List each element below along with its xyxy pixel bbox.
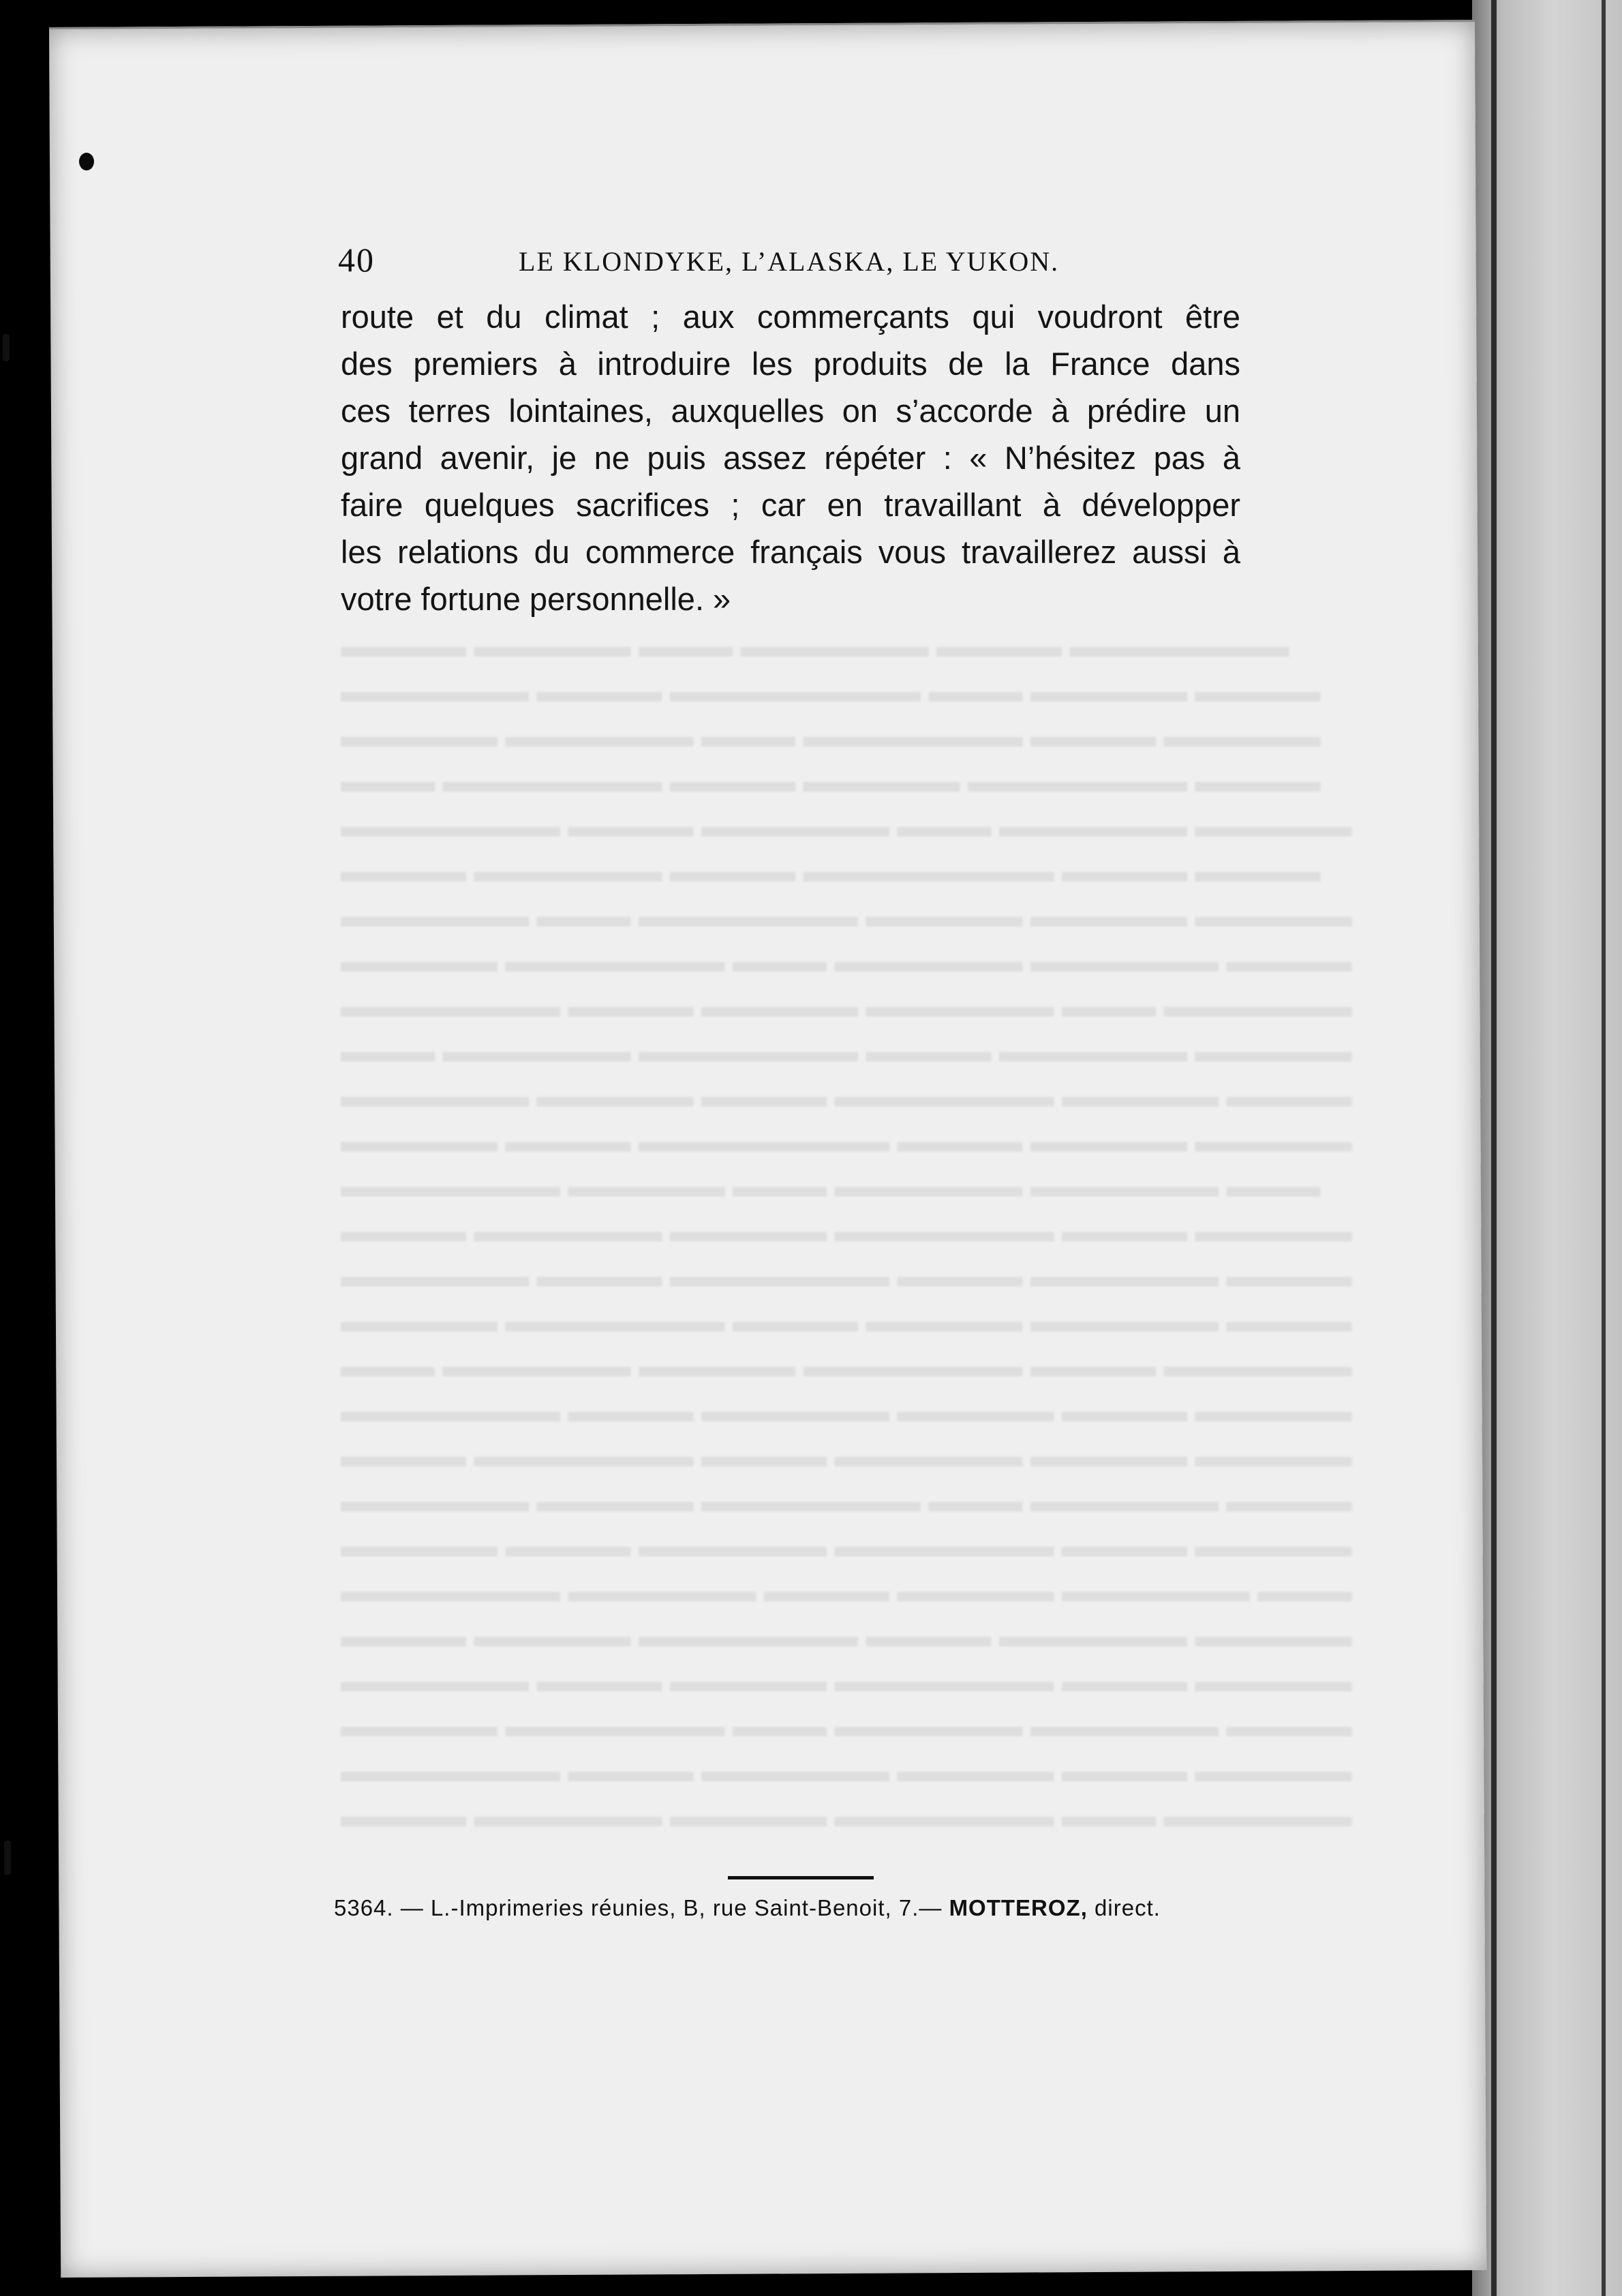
margin-mark bbox=[4, 1841, 11, 1875]
page-number: 40 bbox=[338, 241, 375, 279]
page-edge-shadow-outer bbox=[1602, 0, 1606, 2296]
text-line: faire quelques sacrifices ; car en travaillant à développer bbox=[341, 487, 1240, 523]
page-edge-shadow bbox=[1491, 0, 1497, 2296]
adjacent-page-edge bbox=[1472, 0, 1622, 2296]
margin-mark bbox=[3, 334, 10, 361]
imprint-director-suffix: direct. bbox=[1095, 1895, 1161, 1920]
text-line: des premiers à introduire les produits de la France dans bbox=[341, 346, 1240, 382]
ink-spot bbox=[79, 153, 94, 170]
imprint-printer: — L.-Imprimeries réunies, B, rue Saint-Benoit, 7.— bbox=[400, 1895, 943, 1920]
running-title: LE KLONDYKE, L’ALASKA, LE YUKON. bbox=[519, 246, 1060, 277]
imprint-number: 5364. bbox=[334, 1895, 394, 1920]
text-line: grand avenir, je ne puis assez répéter : « N’hésitez pas à bbox=[341, 440, 1240, 476]
text-line: route et du climat ; aux commerçants qui voudront être bbox=[341, 299, 1240, 335]
footer-rule bbox=[728, 1876, 874, 1879]
text-line: votre fortune personnelle. » bbox=[341, 581, 731, 617]
body-text bbox=[341, 293, 1240, 622]
text-line: les relations du commerce français vous travaillerez aussi à bbox=[341, 534, 1240, 570]
text-line: ces terres lointaines, auxquelles on s’accorde à prédire un bbox=[341, 393, 1240, 429]
imprint-director: MOTTEROZ, bbox=[949, 1895, 1088, 1920]
printer-imprint bbox=[334, 1895, 1240, 1921]
